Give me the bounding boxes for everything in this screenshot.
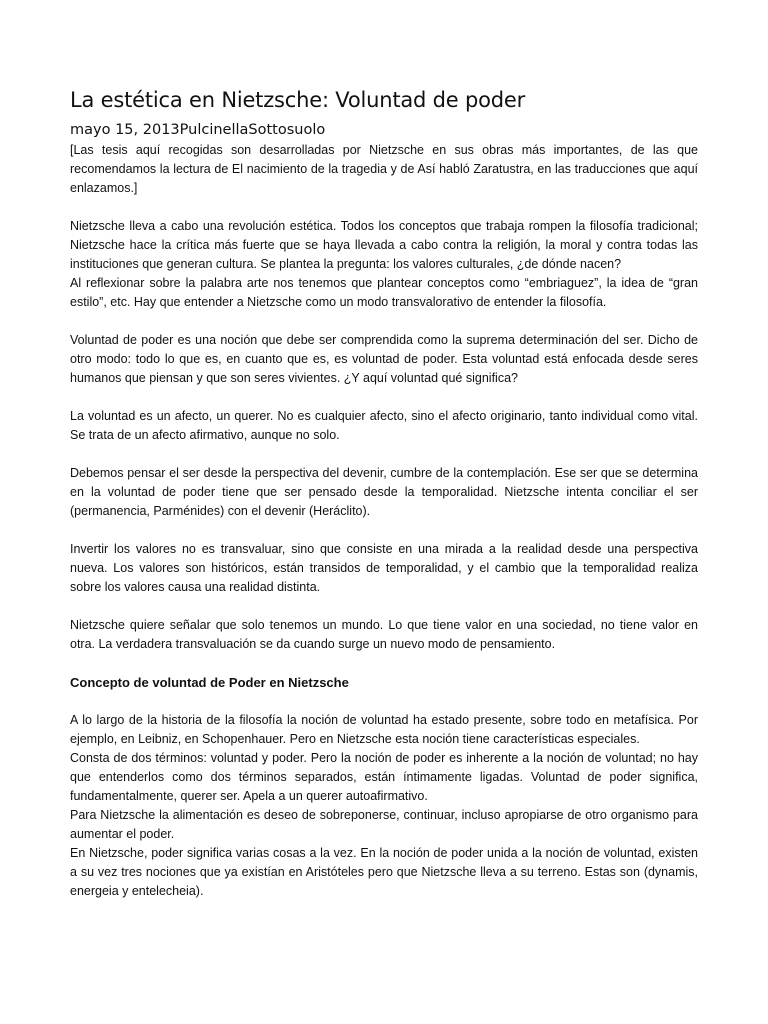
section-paragraph: Consta de dos términos: voluntad y poder. Pero la noción de poder es inherente a la noción de voluntad; no hay que entenderlos como dos términos separados, están íntimamente ligadas. Voluntad de poder significa, fundamentalmente, querer ser. Apela a un querer autoafirmativo. [70,751,698,803]
body-paragraph: La voluntad es un afecto, un querer. No es cualquier afecto, sino el afecto originario, tanto individual como vital. Se trata de un afecto afirmativo, aunque no solo. [70,409,698,442]
paragraph-spacer [70,597,698,616]
paragraph-spacer [70,198,698,217]
paragraph-spacer [70,654,698,673]
body-paragraph: Al reflexionar sobre la palabra arte nos tenemos que plantear conceptos como “embriaguez”, la idea de “gran estilo”, etc. Hay que entender a Nietzsche como un modo transvalorativo de entender la filosofía. [70,276,698,309]
paragraph-spacer [70,445,698,464]
article-byline [70,119,698,141]
article-title: La estética en Nietzsche: Voluntad de poder [70,88,526,112]
section-paragraph: A lo largo de la historia de la filosofía la noción de voluntad ha estado presente, sobre todo en metafísica. Por ejemplo, en Leibniz, en Schopenhauer. Pero en Nietzsche esta noción tiene características especiales. [70,713,698,746]
body-paragraph: Debemos pensar el ser desde la perspectiva del devenir, cumbre de la contemplación. Ese ser que se determina en la voluntad de poder tiene que ser pensado desde la temporalidad. Nietzsche intenta conciliar el ser (permanencia, Parménides) con el devenir (Heráclito). [70,466,698,518]
body-paragraph: Invertir los valores no es transvaluar, sino que consiste en una mirada a la realidad desde una perspectiva nueva. Los valores son históricos, están transidos de temporalidad, y el cambio que la temporalidad realiza sobre los valores causa una realidad distinta. [70,542,698,594]
section-paragraph: Para Nietzsche la alimentación es deseo de sobreponerse, continuar, incluso apropiarse de otro organismo para aumentar el poder. [70,808,698,841]
paragraph-spacer [70,312,698,331]
section-paragraph: En Nietzsche, poder significa varias cosas a la vez. En la noción de poder unida a la noción de voluntad, existen a su vez tres nociones que ya existían en Aristóteles pero que Nietzsche lleva a su terreno. Estas son (dynamis, energeia y entelecheia). [70,846,698,898]
body-paragraph: Nietzsche quiere señalar que solo tenemos un mundo. Lo que tiene valor en una sociedad, no tiene valor en otra. La verdadera transvaluación se da cuando surge un nuevo modo de pensamiento. [70,618,698,651]
article-date: mayo 15, 2013 [70,122,180,138]
section-heading: Concepto de voluntad de Poder en Nietzsche [70,675,349,690]
document-page [70,86,698,901]
body-paragraph: Voluntad de poder es una noción que debe ser comprendida como la suprema determinación del ser. Dicho de otro modo: todo lo que es, en cuanto que es, es voluntad de poder. Esta voluntad está enfocada desde seres humanos que piensan y que son seres vivientes. ¿Y aquí voluntad qué significa? [70,333,698,385]
paragraph-spacer [70,521,698,540]
intro-note-paragraph: [Las tesis aquí recogidas son desarrolladas por Nietzsche en sus obras más importantes, de las que recomendamos la lectura de El nacimiento de la tragedia y de Así habló Zaratustra, en las traducciones que aquí enlazamos.] [70,143,698,195]
body-paragraph: Nietzsche lleva a cabo una revolución estética. Todos los conceptos que trabaja rompen la filosofía tradicional; Nietzsche hace la crítica más fuerte que se haya llevada a cabo contra la religión, la moral y contra todas las instituciones que generan cultura. Se plantea la pregunta: los valores culturales, ¿de dónde nacen? [70,219,698,271]
paragraph-spacer [70,692,698,711]
article-author: PulcinellaSottosuolo [179,122,326,138]
paragraph-spacer [70,388,698,407]
